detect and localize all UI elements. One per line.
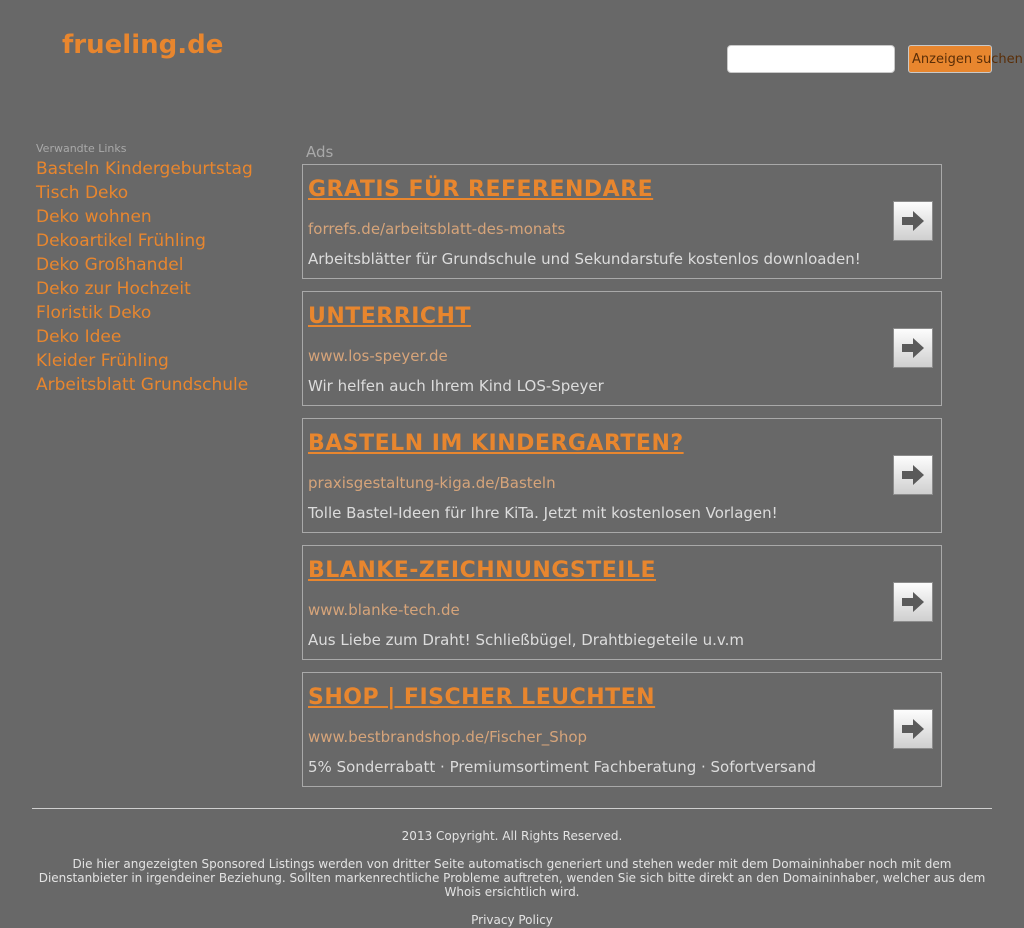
ad-url[interactable]: www.blanke-tech.de: [308, 601, 460, 619]
ad-title[interactable]: UNTERRICHT: [308, 304, 471, 329]
ad-block[interactable]: [302, 164, 942, 279]
related-link-item: [36, 254, 253, 278]
related-link[interactable]: Deko Idee: [36, 327, 122, 347]
related-link-item: [36, 158, 253, 182]
related-link-item: [36, 302, 253, 326]
related-link[interactable]: Kleider Frühling: [36, 351, 169, 371]
ad-url[interactable]: www.los-speyer.de: [308, 347, 448, 365]
related-link[interactable]: Basteln Kindergeburtstag: [36, 159, 253, 179]
ad-url[interactable]: forrefs.de/arbeitsblatt-des-monats: [308, 220, 566, 238]
related-link-item: [36, 278, 253, 302]
right-arrow-icon[interactable]: [893, 455, 933, 495]
ad-title[interactable]: BLANKE-ZEICHNUNGSTEILE: [308, 558, 657, 583]
related-link[interactable]: Deko wohnen: [36, 207, 152, 227]
related-link-item: [36, 230, 253, 254]
right-arrow-icon[interactable]: [893, 582, 933, 622]
ad-description: 5% Sonderrabatt · Premiumsortiment Fachberatung · Sofortversand: [308, 758, 817, 776]
ad-title[interactable]: BASTELN IM KINDERGARTEN?: [308, 431, 684, 456]
related-link[interactable]: Deko Großhandel: [36, 255, 184, 275]
related-link[interactable]: Dekoartikel Frühling: [36, 231, 206, 251]
ad-url[interactable]: www.bestbrandshop.de/Fischer_Shop: [308, 728, 588, 746]
right-arrow-icon[interactable]: [893, 201, 933, 241]
related-link-item: [36, 350, 253, 374]
ad-description: Arbeitsblätter für Grundschule und Sekundarstufe kostenlos downloaden!: [308, 250, 861, 268]
search-input[interactable]: [727, 45, 895, 73]
ad-block[interactable]: [302, 418, 942, 533]
ad-title[interactable]: GRATIS FÜR REFERENDARE: [308, 177, 654, 202]
related-links-heading: Verwandte Links: [36, 142, 127, 155]
disclaimer-text: Die hier angezeigten Sponsored Listings werden von dritter Seite automatisch generiert und stehen weder mit dem Domaininhaber noch mit dem Dienstanbieter in irgendeiner Beziehung. Sollten markenrechtliche Probleme auftreten, wenden Sie sich bitte direkt an den Domaininhaber, welcher aus dem Whois ersichtlich wird.: [38, 857, 986, 899]
footer-divider: [32, 808, 992, 809]
ads-label: Ads: [306, 143, 334, 161]
search-button[interactable]: Anzeigen suchen: [908, 45, 992, 73]
ad-description: Tolle Bastel-Ideen für Ihre KiTa. Jetzt mit kostenlosen Vorlagen!: [308, 504, 778, 522]
ad-description: Aus Liebe zum Draht! Schließbügel, Drahtbiegeteile u.v.m: [308, 631, 745, 649]
privacy-policy-link[interactable]: Privacy Policy: [471, 913, 553, 927]
copyright-text: 2013 Copyright. All Rights Reserved.: [401, 829, 623, 843]
related-link-item: [36, 182, 253, 206]
ad-url[interactable]: praxisgestaltung-kiga.de/Basteln: [308, 474, 556, 492]
related-link[interactable]: Floristik Deko: [36, 303, 152, 323]
right-arrow-icon[interactable]: [893, 328, 933, 368]
ad-block[interactable]: [302, 545, 942, 660]
right-arrow-icon[interactable]: [893, 709, 933, 749]
ad-block[interactable]: [302, 672, 942, 787]
ad-description: Wir helfen auch Ihrem Kind LOS-Speyer: [308, 377, 604, 395]
site-logo[interactable]: frueling.de: [62, 30, 224, 60]
ad-block[interactable]: [302, 291, 942, 406]
related-links-list: [36, 158, 253, 398]
related-link-item: [36, 374, 253, 398]
related-link-item: [36, 326, 253, 350]
ad-title[interactable]: SHOP | FISCHER LEUCHTEN: [308, 685, 656, 710]
related-link[interactable]: Tisch Deko: [36, 183, 129, 203]
related-link-item: [36, 206, 253, 230]
related-link[interactable]: Deko zur Hochzeit: [36, 279, 191, 299]
related-link[interactable]: Arbeitsblatt Grundschule: [36, 375, 249, 395]
